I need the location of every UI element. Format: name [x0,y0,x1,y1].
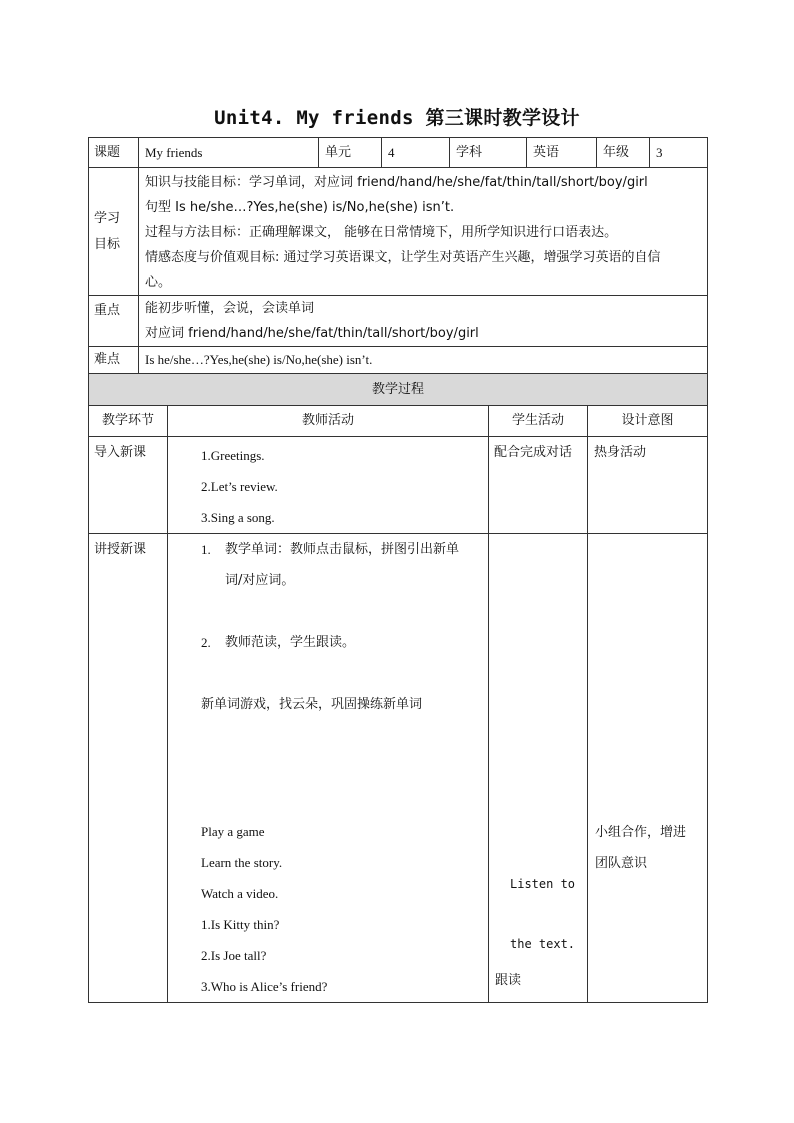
list-item: Watch a video. [201,886,279,901]
goals-content [139,168,708,296]
keypoint-line: 能初步听懂，会说，会读单词 [145,301,315,316]
goal-line: 心。 [145,275,172,290]
intent-line: 团队意识 [595,856,648,871]
info-table [88,137,708,374]
student-new [489,534,588,1003]
list-item: 2.Let’s review. [201,479,278,494]
grade-label: 年级 [597,138,650,168]
intent-intro: 热身活动 [588,437,708,534]
list-item: 教学单词：教师点击鼠标，拼图引出新单 [225,542,460,557]
list-number: 2. [201,635,211,650]
col-intent: 设计意图 [588,406,708,437]
difficulty-label: 难点 [89,347,139,374]
game-text: 新单词游戏，找云朵，巩固操练新单词 [201,697,423,712]
list-item: 3.Sing a song. [201,510,275,525]
difficulty-content: Is he/she…?Yes,he(she) is/No,he(she) isn’t. [139,347,708,374]
subject-value: 英语 [527,138,597,168]
col-stage: 教学环节 [89,406,168,437]
list-item: 1.Greetings. [201,448,265,463]
teacher-intro [168,437,489,534]
student-line: the text. [510,937,576,951]
stage-intro: 导入新课 [89,437,168,534]
goal-line: 句型 Is he/she…?Yes,he(she) is/No,he(she) isn’t. [145,200,455,215]
page-title: Unit4. My friends 第三课时教学设计 [214,107,580,129]
student-intro: 配合完成对话 [489,437,588,534]
goal-line: 过程与方法目标：正确理解课文， 能够在日常情境下，用所学知识进行口语表达。 [145,225,618,240]
unit-value: 4 [382,138,450,168]
goals-label-line2: 目标 [94,236,121,252]
keypoints-content [139,296,708,347]
stage-new: 讲授新课 [89,534,168,1003]
course-value: My friends [139,138,319,168]
goal-line: 知识与技能目标：学习单词，对应词 friend/hand/he/she/fat/thin/tall/short/boy/girl [145,175,648,190]
grade-value: 3 [650,138,708,168]
col-student: 学生活动 [489,406,588,437]
list-number: 1. [201,542,211,557]
intent-line: 小组合作，增进 [595,825,687,840]
list-item: 2.Is Joe tall? [201,948,267,963]
list-item: 教师范读，学生跟读。 [225,635,356,650]
student-line: Listen to [510,877,576,891]
goal-line: 情感态度与价值观目标: 通过学习英语课文，让学生对英语产生兴趣，增强学习英语的自信 [145,250,661,265]
intent-new [588,534,708,1003]
list-item: 3.Who is Alice’s friend? [201,979,328,994]
course-label: 课题 [89,138,139,168]
list-item-continued: 词/对应词。 [225,573,295,588]
list-item: 1.Is Kitty thin? [201,917,280,932]
goals-label-line1: 学习 [94,210,121,226]
list-item: Play a game [201,824,265,839]
unit-label: 单元 [319,138,382,168]
keypoint-line: 对应词 friend/hand/he/she/fat/thin/tall/short/boy/girl [145,326,479,341]
keypoints-label: 重点 [89,296,139,347]
student-line: 跟读 [495,973,522,988]
list-item: Learn the story. [201,855,283,870]
subject-label: 学科 [450,138,527,168]
process-table [88,373,708,1003]
goals-label [89,168,139,296]
process-header: 教学过程 [89,374,708,406]
teacher-new [168,534,489,1003]
col-teacher: 教师活动 [168,406,489,437]
